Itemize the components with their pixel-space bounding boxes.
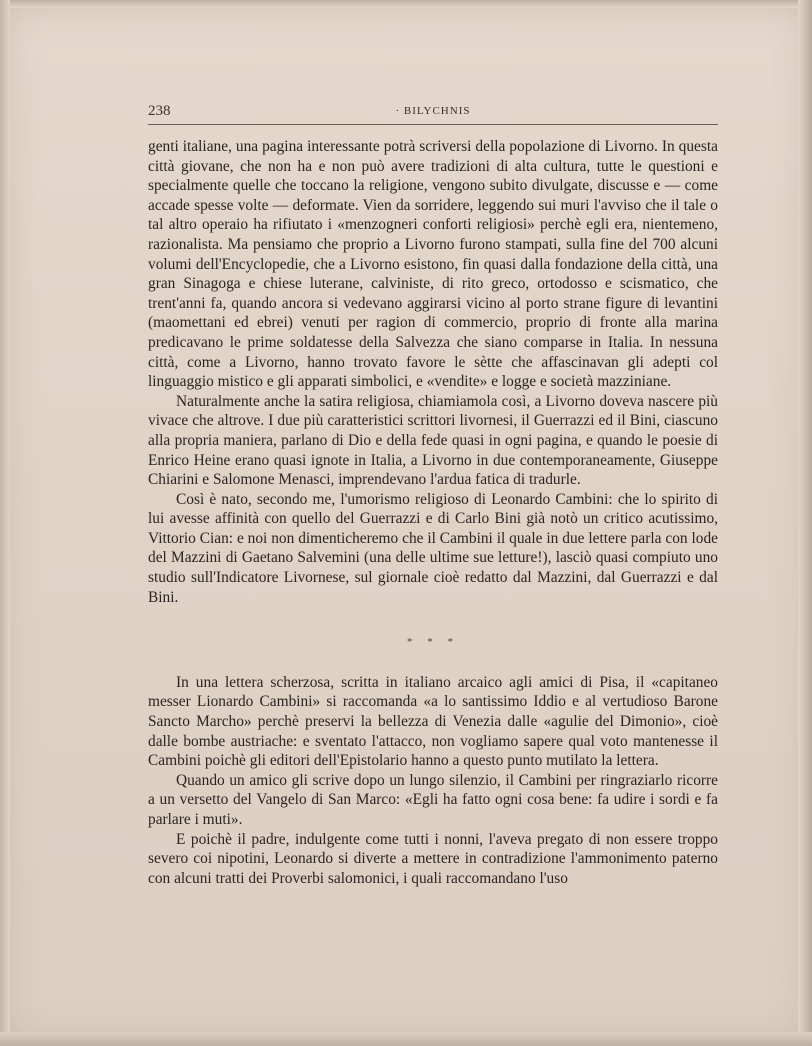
section-separator: * * * (407, 636, 459, 649)
page-edge-top (0, 0, 812, 8)
paragraph: Quando un amico gli scrive dopo un lungo silenzio, il Cambini per ringraziarlo ricorre a un versetto del Vangelo di San Marco: «Egli ha fatto ogni cosa bene: fa udire i sordi e fa parlare i muti». (148, 771, 718, 828)
header-rule (148, 124, 718, 125)
paragraph: Così è nato, secondo me, l'umorismo religioso di Leonardo Cambini: che lo spirito di lui avesse affinità con quello del Guerrazzi e di Carlo Bini già notò un critico acutissimo, Vittorio Cian: e noi non dimenticheremo che il Cambini il quale in due lettere parla con lode del Mazzini di Gaetano Salvemini (una delle ultime sue letture!), lasciò quasi compiuto uno studio sull'Indicatore Livornese, sul giornale cioè redatto dal Mazzini, dal Guerrazzi e dal Bini. (148, 490, 718, 606)
page-edge-right (798, 0, 812, 1046)
running-title: · BILYCHNIS (395, 105, 471, 117)
paragraph: E poichè il padre, indulgente come tutti i nonni, l'aveva pregato di non essere troppo severo coi nipotini, Leonardo si diverte a mettere in contradizione l'ammonimento paterno con alcuni tratti dei Proverbi salomonici, i quali raccomandano l'uso (148, 830, 718, 887)
article-body (148, 137, 718, 888)
page-number: 238 (148, 103, 171, 119)
page-header (148, 103, 718, 123)
page-edge-bottom (0, 1032, 812, 1046)
paragraph: genti italiane, una pagina interessante potrà scriversi della popolazione di Livorno. In questa città giovane, che non ha e non può avere tradizioni di alta cultura, tutte le questioni e specialmente quelle che toccano la religione, vengono subito divulgate, discusse e — come accade spesse volte — deformate. Vien da sorridere, leggendo sui muri l'avviso che il tale o tal altro operaio ha rifiutato i «menzogneri conforti religiosi» perchè egli era, nientemeno, razionalista. Ma pensiamo che proprio a Livorno furono stampati, sulla fine del 700 alcuni volumi dell'Encyclopedie, che a Livorno esistono, fin quasi dalla fondazione della città, una gran Sinagoga e chiese luterane, calviniste, di rito greco, ortodosso e scismatico, che trent'anni fa, quando ancora si vedevano aggirarsi vicino al porto strane figure di levantini (maomettani ed ebrei) venuti per ragion di commercio, proprio di fronte alla marina predicavano le prime soldatesse della Salvezza che siano comparse in Italia. In nessuna città, come a Livorno, hanno trovato favore le sètte che affascinavan gli adepti col linguaggio mistico e gli apparati simbolici, e «vendite» e logge e società mazziniane. (148, 138, 718, 391)
page-edge-left (0, 0, 10, 1046)
paragraph: Naturalmente anche la satira religiosa, chiamiamola così, a Livorno doveva nascere più vivace che altrove. I due più caratteristici scrittori livornesi, il Guerrazzi ed il Bini, ciascuno alla propria maniera, parlano di Dio e della fede quasi in ogni pagina, e quando le poesie di Enrico Heine erano quasi ignote in Italia, a Livorno in due contemporaneamente, Giuseppe Chiarini e Salomone Menasci, imprendevano l'ardua fatica di tradurle. (148, 392, 718, 489)
paragraph: In una lettera scherzosa, scritta in italiano arcaico agli amici di Pisa, il «capitaneo messer Lionardo Cambini» si raccomanda «a lo santissimo Iddio e al vertudioso Barone Sancto Marcho» perchè preservi la bellezza di Venezia dalle «agulie del Dimonio», cioè dalle bombe austriache: e sventato l'attacco, non vogliamo sapere qual voto mantenesse il Cambini poichè gli editori dell'Epistolario hanno a questo punto mutilato la lettera. (148, 673, 718, 770)
